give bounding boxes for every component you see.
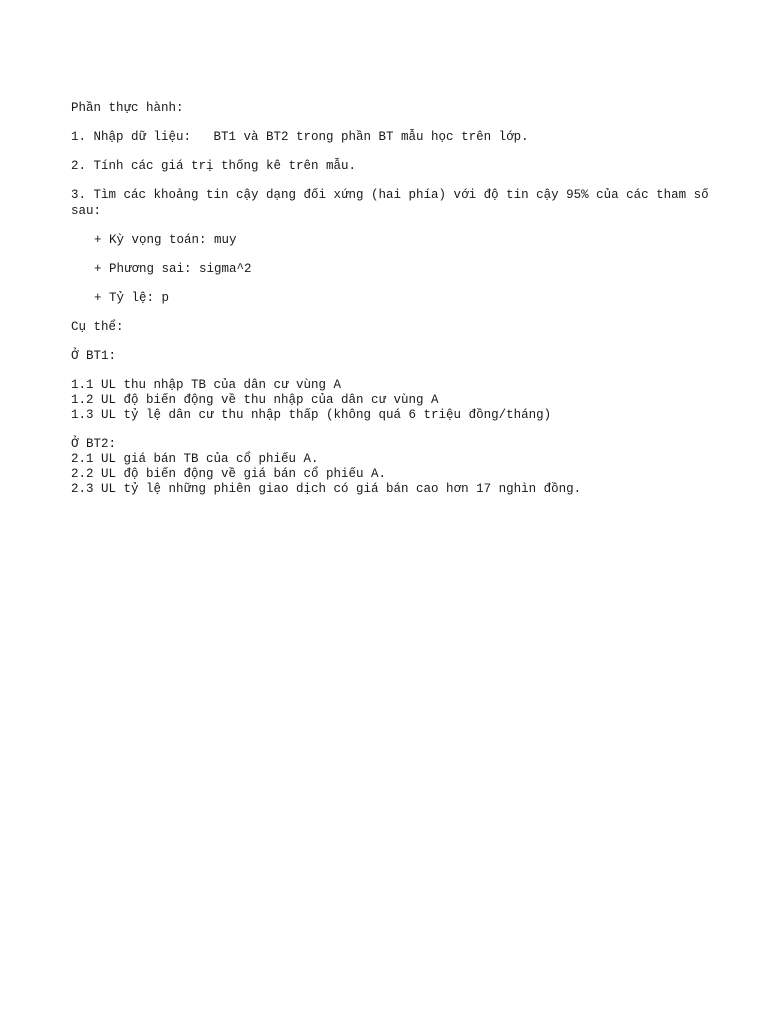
section-heading: Phần thực hành: [71, 101, 184, 115]
bt1-item: 1.3 UL tỷ lệ dân cư thu nhập thấp (không quá 6 triệu đồng/tháng) [71, 408, 552, 422]
spacer [71, 174, 711, 188]
document-body [71, 101, 717, 497]
bt1-item: 1.1 UL thu nhập TB của dân cư vùng A [71, 378, 342, 392]
param-proportion: + Tỷ lệ: p [94, 291, 170, 305]
bt2-item: 2.2 UL độ biến động về giá bán cổ phiếu A. [71, 466, 387, 481]
bt1-item: 1.2 UL độ biến động về thu nhập của dân cư vùng A [71, 393, 439, 407]
spacer [71, 423, 711, 437]
spacer [71, 364, 711, 378]
spacer [71, 277, 711, 291]
param-expectation: + Kỳ vọng toán: muy [94, 233, 237, 247]
step-3: 3. Tìm các khoảng tin cậy dạng đối xứng (hai phía) với độ tin cậy 95% của các tham số sau: [71, 188, 717, 218]
spacer [71, 116, 711, 130]
bt2-title: Ở BT2: [71, 436, 117, 451]
step-1: 1. Nhập dữ liệu: BT1 và BT2 trong phần BT mẫu học trên lớp. [71, 130, 529, 144]
spacer [71, 335, 711, 349]
spacer [71, 145, 711, 159]
step-2: 2. Tính các giá trị thống kê trên mẫu. [71, 159, 357, 173]
param-variance: + Phương sai: sigma^2 [94, 262, 252, 276]
spacer [71, 248, 711, 262]
bt2-item: 2.1 UL giá bán TB của cổ phiếu A. [71, 451, 319, 466]
spacer [71, 306, 711, 320]
spacer [71, 219, 711, 233]
bt1-title: Ở BT1: [71, 349, 117, 363]
specific-heading: Cụ thể: [71, 320, 124, 334]
bt2-item: 2.3 UL tỷ lệ những phiên giao dịch có giá bán cao hơn 17 nghìn đồng. [71, 481, 582, 496]
